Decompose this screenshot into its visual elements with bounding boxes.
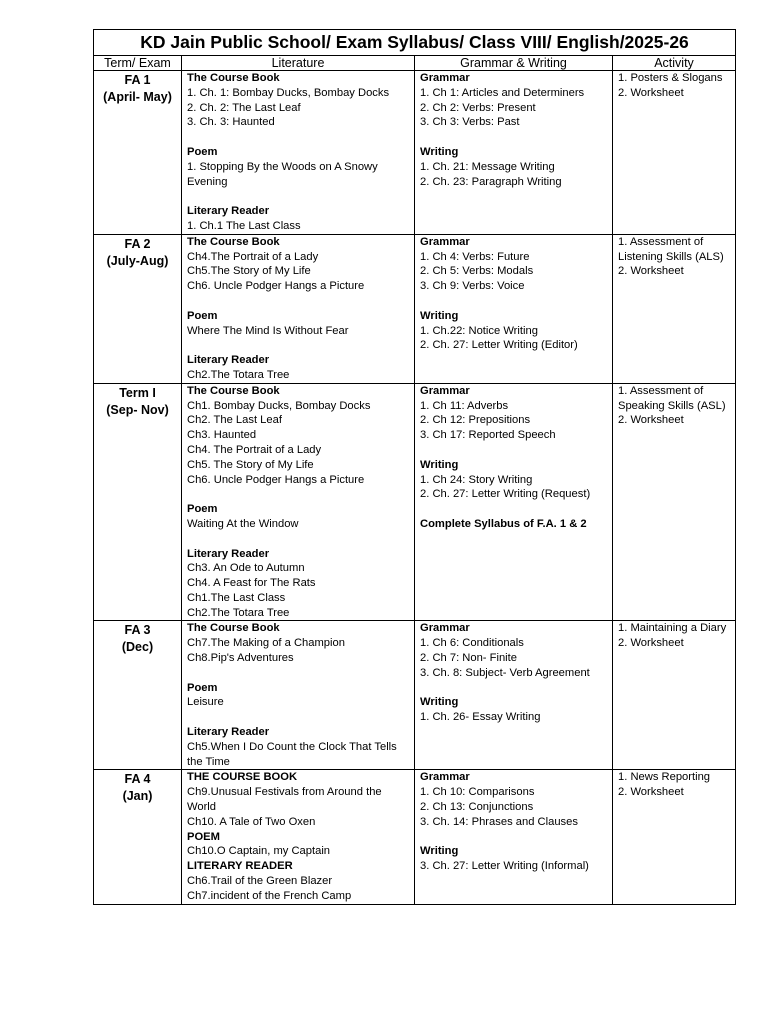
literature-section bbox=[187, 71, 410, 130]
table-row bbox=[94, 71, 736, 235]
section-heading: Poem bbox=[187, 309, 218, 322]
section-heading: Writing bbox=[420, 696, 459, 709]
syllabus-item: 1. Ch 1: Articles and Determiners bbox=[420, 86, 585, 99]
column-header-term: Term/ Exam bbox=[94, 56, 182, 71]
term-name: Term I bbox=[119, 385, 156, 400]
syllabus-item: 3. Ch 17: Reported Speech bbox=[420, 429, 556, 442]
term-name: FA 3 bbox=[124, 623, 151, 638]
grammar-section bbox=[420, 235, 608, 294]
syllabus-item: Ch2.The Totara Tree bbox=[187, 606, 290, 619]
syllabus-item: Ch7.The Making of a Champion bbox=[187, 637, 345, 650]
activity-cell bbox=[613, 770, 736, 904]
literature-section bbox=[187, 309, 410, 339]
literature-section bbox=[187, 830, 410, 860]
syllabus-item: Ch4.The Portrait of a Lady bbox=[187, 250, 319, 263]
section-heading: Writing bbox=[420, 845, 459, 858]
section-heading: Grammar bbox=[420, 235, 470, 248]
syllabus-item: Waiting At the Window bbox=[187, 517, 299, 530]
syllabus-item: Ch10.O Captain, my Captain bbox=[187, 845, 331, 858]
syllabus-document bbox=[93, 29, 735, 905]
syllabus-item: Ch5.When I Do Count the Clock That Tells the Time bbox=[187, 740, 397, 768]
term-period: (July-Aug) bbox=[106, 253, 169, 268]
section-heading: Poem bbox=[187, 681, 218, 694]
activity-cell bbox=[613, 234, 736, 383]
literature-section bbox=[187, 502, 410, 532]
term-name: FA 2 bbox=[124, 236, 151, 251]
syllabus-item: 1. Ch 24: Story Writing bbox=[420, 473, 533, 486]
literature-section bbox=[187, 353, 410, 383]
syllabus-item: Ch6.Trail of the Green Blazer bbox=[187, 875, 333, 888]
syllabus-item: 2. Ch 2: Verbs: Present bbox=[420, 101, 536, 114]
activity-cell bbox=[613, 621, 736, 770]
literature-section bbox=[187, 204, 410, 234]
section-heading: Literary Reader bbox=[187, 547, 270, 560]
grammar-section bbox=[420, 384, 608, 443]
syllabus-item: 2. Ch 13: Conjunctions bbox=[420, 801, 534, 814]
syllabus-item: 2. Ch 5: Verbs: Modals bbox=[420, 265, 534, 278]
term-period: (Dec) bbox=[121, 640, 154, 655]
section-heading: Writing bbox=[420, 309, 459, 322]
section-heading: Literary Reader bbox=[187, 726, 270, 739]
activity-item: 1. Posters & Slogans bbox=[618, 72, 723, 84]
syllabus-item: Ch7.incident of the French Camp bbox=[187, 889, 352, 902]
activity-item: 1. Assessment of Speaking Skills (ASL) bbox=[618, 384, 726, 412]
section-heading: The Course Book bbox=[187, 235, 280, 248]
activity-cell bbox=[613, 71, 736, 235]
section-heading: The Course Book bbox=[187, 384, 280, 397]
syllabus-item: Ch10. A Tale of Two Oxen bbox=[187, 815, 316, 828]
section-heading: Literary Reader bbox=[187, 205, 270, 218]
literature-section bbox=[187, 384, 410, 488]
literature-section bbox=[187, 235, 410, 294]
literature-cell bbox=[182, 770, 415, 904]
literature-section bbox=[187, 725, 410, 769]
syllabus-item: Leisure bbox=[187, 696, 224, 709]
syllabus-item: 2. Ch. 27: Letter Writing (Editor) bbox=[420, 339, 578, 352]
section-heading: Writing bbox=[420, 145, 459, 158]
activity-cell bbox=[613, 383, 736, 621]
section-heading: Writing bbox=[420, 458, 459, 471]
syllabus-item: 2. Ch. 27: Letter Writing (Request) bbox=[420, 488, 591, 501]
grammar-writing-cell bbox=[415, 383, 613, 621]
syllabus-item: Ch2.The Totara Tree bbox=[187, 368, 290, 381]
grammar-section bbox=[420, 145, 608, 189]
syllabus-item: Ch1.The Last Class bbox=[187, 591, 286, 604]
literature-section bbox=[187, 547, 410, 621]
table-row bbox=[94, 770, 736, 904]
document-title: KD Jain Public School/ Exam Syllabus/ Class VIII/ English/2025-26 bbox=[94, 30, 736, 56]
section-heading: Poem bbox=[187, 503, 218, 516]
section-heading: LITERARY READER bbox=[187, 860, 293, 873]
activity-item: 2. Worksheet bbox=[618, 265, 684, 278]
syllabus-item: Ch3. An Ode to Autumn bbox=[187, 562, 305, 575]
literature-cell bbox=[182, 383, 415, 621]
syllabus-item: Ch5.The Story of My Life bbox=[187, 265, 311, 278]
term-cell bbox=[94, 621, 182, 770]
grammar-section bbox=[420, 770, 608, 829]
syllabus-item: 1. Ch 11: Adverbs bbox=[420, 399, 509, 412]
syllabus-item: 1. Ch 10: Comparisons bbox=[420, 786, 535, 799]
literature-cell bbox=[182, 71, 415, 235]
syllabus-item: 2. Ch 7: Non- Finite bbox=[420, 652, 518, 665]
literature-section bbox=[187, 859, 410, 903]
syllabus-rows bbox=[94, 71, 736, 905]
activity-item: 2. Worksheet bbox=[618, 414, 684, 427]
syllabus-item: Ch2. The Last Leaf bbox=[187, 414, 282, 427]
syllabus-item: 2. Ch 12: Prepositions bbox=[420, 414, 531, 427]
syllabus-item: 3. Ch. 14: Phrases and Clauses bbox=[420, 815, 578, 828]
grammar-section bbox=[420, 695, 608, 725]
section-heading: Grammar bbox=[420, 72, 470, 84]
syllabus-item: Ch6. Uncle Podger Hangs a Picture bbox=[187, 473, 365, 486]
grammar-writing-cell bbox=[415, 770, 613, 904]
syllabus-table bbox=[93, 29, 736, 905]
syllabus-item: 3. Ch. 8: Subject- Verb Agreement bbox=[420, 666, 590, 679]
term-period: (Jan) bbox=[122, 789, 153, 804]
syllabus-item: Ch8.Pip's Adventures bbox=[187, 652, 294, 665]
grammar-section bbox=[420, 71, 608, 130]
term-period: (Sep- Nov) bbox=[106, 402, 169, 417]
term-period: (April- May) bbox=[103, 90, 172, 104]
literature-section bbox=[187, 681, 410, 711]
grammar-section bbox=[420, 458, 608, 502]
syllabus-item: 2. Ch. 23: Paragraph Writing bbox=[420, 175, 562, 188]
syllabus-item: 1. Ch. 21: Message Writing bbox=[420, 160, 555, 173]
term-cell bbox=[94, 234, 182, 383]
syllabus-item: 3. Ch. 3: Haunted bbox=[187, 116, 275, 129]
syllabus-item: 2. Ch. 2: The Last Leaf bbox=[187, 101, 301, 114]
term-cell bbox=[94, 71, 182, 235]
grammar-section bbox=[420, 844, 608, 874]
activity-item: 2. Worksheet bbox=[618, 637, 684, 650]
syllabus-item: 1. Ch. 26- Essay Writing bbox=[420, 711, 541, 724]
grammar-writing-cell bbox=[415, 71, 613, 235]
column-header-grammar-writing: Grammar & Writing bbox=[415, 56, 613, 71]
table-row bbox=[94, 383, 736, 621]
section-heading: Grammar bbox=[420, 384, 470, 397]
syllabus-note: Complete Syllabus of F.A. 1 & 2 bbox=[420, 517, 587, 530]
syllabus-item: Where The Mind Is Without Fear bbox=[187, 324, 349, 337]
syllabus-item: Ch1. Bombay Ducks, Bombay Docks bbox=[187, 399, 371, 412]
literature-cell bbox=[182, 234, 415, 383]
literature-section bbox=[187, 770, 410, 829]
grammar-section bbox=[420, 309, 608, 353]
syllabus-item: 1. Ch 4: Verbs: Future bbox=[420, 250, 530, 263]
table-row bbox=[94, 234, 736, 383]
column-header-activity: Activity bbox=[613, 56, 736, 71]
syllabus-item: Ch4. The Portrait of a Lady bbox=[187, 443, 322, 456]
term-cell bbox=[94, 383, 182, 621]
term-name: FA 1 bbox=[124, 73, 151, 87]
literature-section bbox=[187, 145, 410, 189]
syllabus-item: Ch3. Haunted bbox=[187, 429, 257, 442]
syllabus-item: 1. Ch.1 The Last Class bbox=[187, 219, 301, 232]
activity-item: 1. Maintaining a Diary bbox=[618, 622, 727, 635]
syllabus-item: 1. Stopping By the Woods on A Snowy Evening bbox=[187, 160, 378, 188]
grammar-section bbox=[420, 621, 608, 680]
syllabus-item: Ch9.Unusual Festivals from Around the World bbox=[187, 786, 382, 814]
syllabus-item: Ch5. The Story of My Life bbox=[187, 458, 314, 471]
section-heading: Grammar bbox=[420, 771, 470, 784]
activity-item: 2. Worksheet bbox=[618, 86, 684, 99]
section-heading: THE COURSE BOOK bbox=[187, 771, 298, 784]
term-cell bbox=[94, 770, 182, 904]
activity-item: 1. News Reporting bbox=[618, 771, 711, 784]
literature-cell bbox=[182, 621, 415, 770]
activity-item: 2. Worksheet bbox=[618, 786, 684, 799]
grammar-writing-cell bbox=[415, 234, 613, 383]
syllabus-item: 1. Ch.22: Notice Writing bbox=[420, 324, 538, 337]
section-heading: The Course Book bbox=[187, 622, 280, 635]
syllabus-item: 3. Ch. 27: Letter Writing (Informal) bbox=[420, 860, 589, 873]
grammar-writing-cell bbox=[415, 621, 613, 770]
section-heading: Literary Reader bbox=[187, 354, 270, 367]
syllabus-item: 3. Ch 3: Verbs: Past bbox=[420, 116, 520, 129]
table-row bbox=[94, 621, 736, 770]
syllabus-item: 1. Ch. 1: Bombay Ducks, Bombay Docks bbox=[187, 86, 390, 99]
section-heading: The Course Book bbox=[187, 72, 280, 84]
syllabus-item: 1. Ch 6: Conditionals bbox=[420, 637, 524, 650]
section-heading: POEM bbox=[187, 830, 220, 843]
column-header-literature: Literature bbox=[182, 56, 415, 71]
section-heading: Grammar bbox=[420, 622, 470, 635]
syllabus-item: Ch4. A Feast for The Rats bbox=[187, 577, 316, 590]
term-name: FA 4 bbox=[124, 772, 151, 787]
syllabus-item: Ch6. Uncle Podger Hangs a Picture bbox=[187, 280, 365, 293]
section-heading: Poem bbox=[187, 145, 218, 158]
syllabus-item: 3. Ch 9: Verbs: Voice bbox=[420, 280, 525, 293]
activity-item: 1. Assessment of Listening Skills (ALS) bbox=[618, 235, 724, 263]
literature-section bbox=[187, 621, 410, 665]
